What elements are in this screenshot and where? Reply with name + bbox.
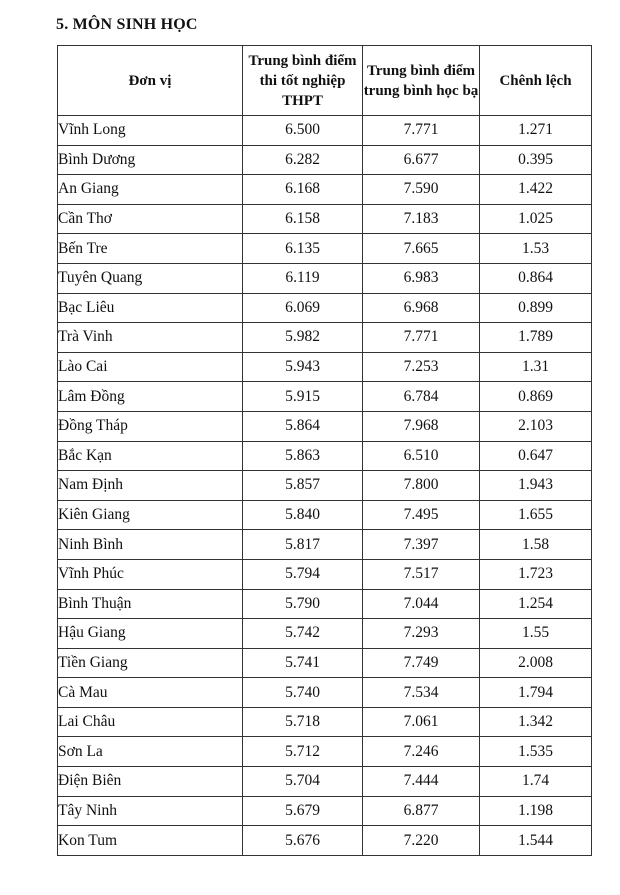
unit-cell: Điện Biên	[58, 767, 243, 797]
exam-average-cell: 5.817	[243, 530, 363, 560]
transcript-average-cell: 6.968	[363, 293, 480, 323]
unit-cell: Bắc Kạn	[58, 441, 243, 471]
transcript-average-cell: 7.534	[363, 678, 480, 708]
header-transcript-average: Trung bình điểm trung bình học bạ	[363, 46, 480, 116]
table-row	[58, 352, 592, 382]
transcript-average-cell: 6.877	[363, 796, 480, 826]
exam-average-cell: 5.794	[243, 559, 363, 589]
exam-average-cell: 5.742	[243, 619, 363, 649]
difference-cell: 1.544	[480, 826, 592, 856]
transcript-average-cell: 6.510	[363, 441, 480, 471]
exam-average-cell: 5.740	[243, 678, 363, 708]
unit-cell: Vĩnh Long	[58, 116, 243, 146]
transcript-average-cell: 7.397	[363, 530, 480, 560]
transcript-average-cell: 7.749	[363, 648, 480, 678]
unit-cell: Tiền Giang	[58, 648, 243, 678]
exam-average-cell: 5.864	[243, 411, 363, 441]
exam-average-cell: 6.500	[243, 116, 363, 146]
difference-cell: 1.74	[480, 767, 592, 797]
transcript-average-cell: 7.517	[363, 559, 480, 589]
exam-average-cell: 5.943	[243, 352, 363, 382]
transcript-average-cell: 7.665	[363, 234, 480, 264]
difference-cell: 1.254	[480, 589, 592, 619]
table-row	[58, 441, 592, 471]
table-row	[58, 234, 592, 264]
exam-average-cell: 6.282	[243, 145, 363, 175]
exam-average-cell: 6.168	[243, 175, 363, 205]
difference-cell: 1.535	[480, 737, 592, 767]
transcript-average-cell: 7.771	[363, 323, 480, 353]
exam-average-cell: 6.119	[243, 263, 363, 293]
unit-cell: Tuyên Quang	[58, 263, 243, 293]
exam-average-cell: 5.915	[243, 382, 363, 412]
difference-cell: 0.869	[480, 382, 592, 412]
exam-average-cell: 5.840	[243, 500, 363, 530]
table-row	[58, 500, 592, 530]
transcript-average-cell: 7.968	[363, 411, 480, 441]
unit-cell: Lai Châu	[58, 707, 243, 737]
difference-cell: 0.647	[480, 441, 592, 471]
unit-cell: Bến Tre	[58, 234, 243, 264]
difference-cell: 0.864	[480, 263, 592, 293]
transcript-average-cell: 7.293	[363, 619, 480, 649]
difference-cell: 1.31	[480, 352, 592, 382]
table-row	[58, 471, 592, 501]
table-row	[58, 796, 592, 826]
unit-cell: Ninh Bình	[58, 530, 243, 560]
table-row	[58, 559, 592, 589]
table-row	[58, 826, 592, 856]
table-row	[58, 382, 592, 412]
difference-cell: 1.789	[480, 323, 592, 353]
difference-cell: 1.198	[480, 796, 592, 826]
header-difference: Chênh lệch	[480, 46, 592, 116]
exam-average-cell: 5.982	[243, 323, 363, 353]
unit-cell: Bình Dương	[58, 145, 243, 175]
exam-average-cell: 5.857	[243, 471, 363, 501]
difference-cell: 1.53	[480, 234, 592, 264]
table-row	[58, 678, 592, 708]
difference-cell: 1.271	[480, 116, 592, 146]
score-table	[57, 45, 592, 856]
table-row	[58, 145, 592, 175]
table-row	[58, 619, 592, 649]
table-header-row	[58, 46, 592, 116]
header-exam-average: Trung bình điểm thi tốt nghiệp THPT	[243, 46, 363, 116]
unit-cell: Cần Thơ	[58, 204, 243, 234]
exam-average-cell: 5.704	[243, 767, 363, 797]
exam-average-cell: 5.679	[243, 796, 363, 826]
transcript-average-cell: 7.246	[363, 737, 480, 767]
exam-average-cell: 5.676	[243, 826, 363, 856]
unit-cell: Kiên Giang	[58, 500, 243, 530]
unit-cell: Bạc Liêu	[58, 293, 243, 323]
unit-cell: Vĩnh Phúc	[58, 559, 243, 589]
unit-cell: An Giang	[58, 175, 243, 205]
unit-cell: Lào Cai	[58, 352, 243, 382]
table-row	[58, 707, 592, 737]
table-row	[58, 116, 592, 146]
unit-cell: Cà Mau	[58, 678, 243, 708]
transcript-average-cell: 7.253	[363, 352, 480, 382]
table-row	[58, 175, 592, 205]
difference-cell: 1.943	[480, 471, 592, 501]
difference-cell: 1.55	[480, 619, 592, 649]
unit-cell: Kon Tum	[58, 826, 243, 856]
table-row	[58, 648, 592, 678]
unit-cell: Lâm Đồng	[58, 382, 243, 412]
unit-cell: Nam Định	[58, 471, 243, 501]
exam-average-cell: 5.863	[243, 441, 363, 471]
exam-average-cell: 5.790	[243, 589, 363, 619]
difference-cell: 0.899	[480, 293, 592, 323]
unit-cell: Sơn La	[58, 737, 243, 767]
exam-average-cell: 6.069	[243, 293, 363, 323]
transcript-average-cell: 6.784	[363, 382, 480, 412]
table-row	[58, 323, 592, 353]
unit-cell: Trà Vinh	[58, 323, 243, 353]
exam-average-cell: 5.718	[243, 707, 363, 737]
exam-average-cell: 6.158	[243, 204, 363, 234]
difference-cell: 1.58	[480, 530, 592, 560]
difference-cell: 1.025	[480, 204, 592, 234]
difference-cell: 1.342	[480, 707, 592, 737]
transcript-average-cell: 7.590	[363, 175, 480, 205]
difference-cell: 1.723	[480, 559, 592, 589]
table-row	[58, 411, 592, 441]
transcript-average-cell: 7.495	[363, 500, 480, 530]
table-body	[58, 116, 592, 856]
difference-cell: 1.794	[480, 678, 592, 708]
transcript-average-cell: 7.220	[363, 826, 480, 856]
difference-cell: 1.655	[480, 500, 592, 530]
exam-average-cell: 5.741	[243, 648, 363, 678]
difference-cell: 1.422	[480, 175, 592, 205]
difference-cell: 0.395	[480, 145, 592, 175]
unit-cell: Đồng Tháp	[58, 411, 243, 441]
transcript-average-cell: 6.677	[363, 145, 480, 175]
transcript-average-cell: 7.061	[363, 707, 480, 737]
unit-cell: Tây Ninh	[58, 796, 243, 826]
transcript-average-cell: 7.444	[363, 767, 480, 797]
table-row	[58, 263, 592, 293]
transcript-average-cell: 7.771	[363, 116, 480, 146]
exam-average-cell: 5.712	[243, 737, 363, 767]
table-row	[58, 737, 592, 767]
section-title: 5. MÔN SINH HỌC	[56, 16, 198, 33]
transcript-average-cell: 6.983	[363, 263, 480, 293]
unit-cell: Bình Thuận	[58, 589, 243, 619]
table-row	[58, 589, 592, 619]
transcript-average-cell: 7.044	[363, 589, 480, 619]
table-row	[58, 530, 592, 560]
exam-average-cell: 6.135	[243, 234, 363, 264]
transcript-average-cell: 7.800	[363, 471, 480, 501]
table-row	[58, 767, 592, 797]
difference-cell: 2.008	[480, 648, 592, 678]
header-unit: Đơn vị	[58, 46, 243, 116]
table-row	[58, 204, 592, 234]
unit-cell: Hậu Giang	[58, 619, 243, 649]
transcript-average-cell: 7.183	[363, 204, 480, 234]
difference-cell: 2.103	[480, 411, 592, 441]
table-row	[58, 293, 592, 323]
